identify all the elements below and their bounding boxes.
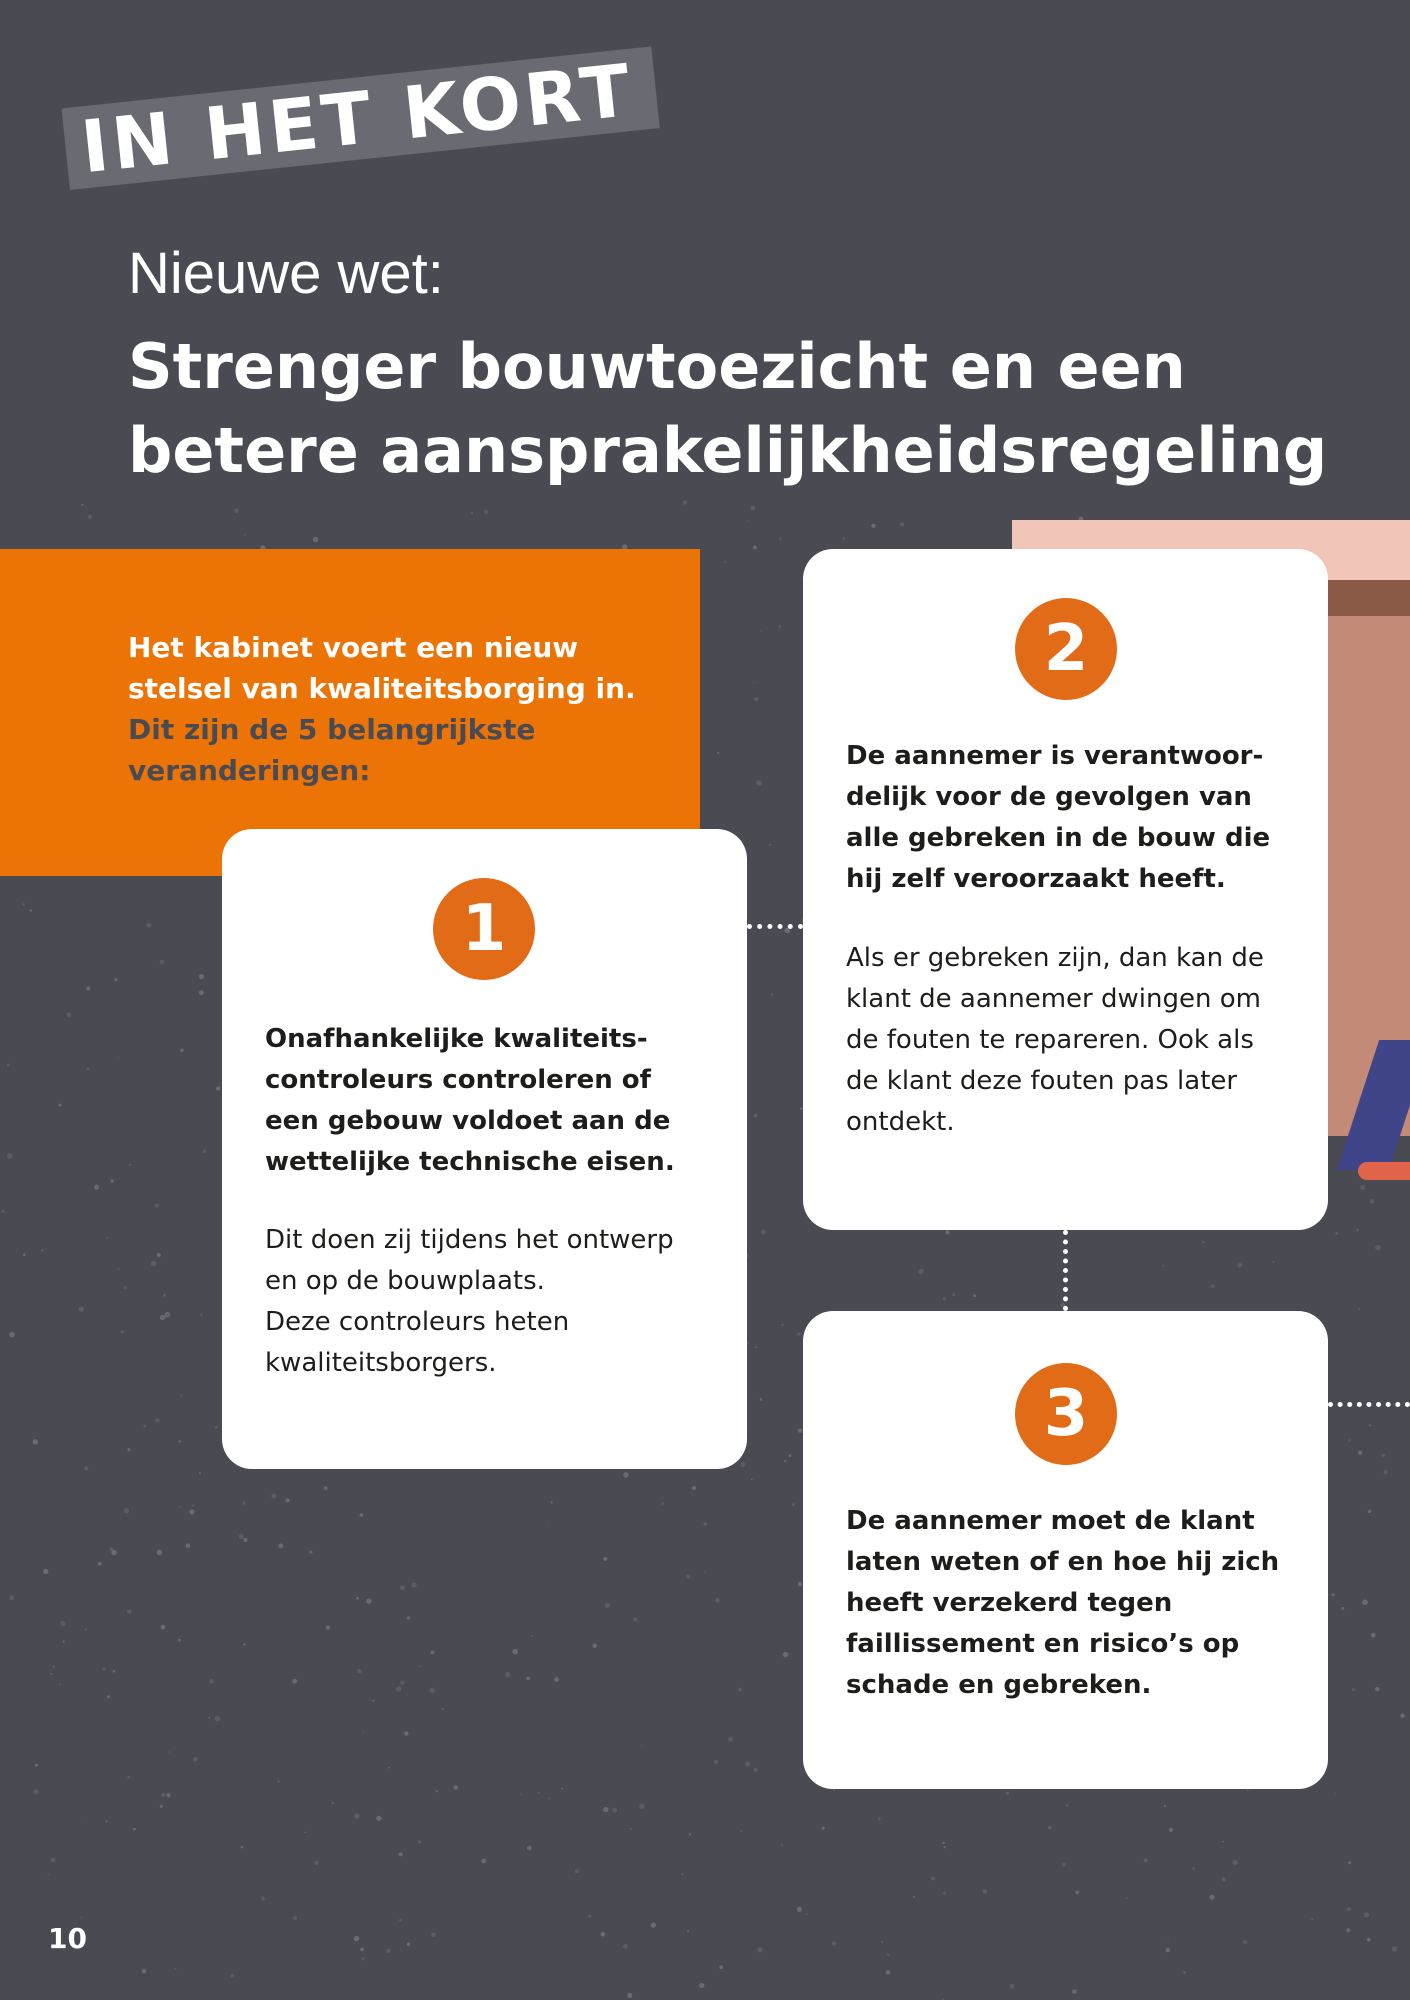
number-badge: 1	[433, 878, 535, 980]
connector-2-3	[1063, 1230, 1068, 1311]
card-body-line: de klant deze fouten pas later	[846, 1066, 1238, 1096]
intro-text	[128, 627, 668, 709]
card-body	[265, 1220, 725, 1384]
card-body-line: Deze controleurs heten	[265, 1307, 570, 1337]
illustration-stripe	[1320, 580, 1410, 616]
card-heading	[265, 1019, 725, 1183]
card-heading-line: De aannemer moet de klant	[846, 1506, 1255, 1536]
card-body-line: en op de bouwplaats.	[265, 1266, 545, 1296]
card-heading-line: een gebouw voldoet aan de	[265, 1106, 671, 1136]
connector-1-2	[747, 924, 803, 929]
change-card-3	[803, 1311, 1328, 1789]
card-heading	[846, 1501, 1306, 1706]
page-title-line: Strenger bouwtoezicht en een	[128, 330, 1186, 403]
number-badge: 3	[1015, 1363, 1117, 1465]
intro-line: veranderingen:	[128, 754, 371, 787]
page-title	[128, 325, 1328, 493]
card-heading-line: faillissement en risico’s op	[846, 1629, 1240, 1659]
page-title-line: betere aansprakelijkheidsregeling	[128, 414, 1328, 487]
card-heading-line: alle gebreken in de bouw die	[846, 823, 1271, 853]
card-body-line: de fouten te repareren. Ook als	[846, 1025, 1254, 1055]
card-body-line: ontdekt.	[846, 1107, 955, 1137]
intro-line: Dit zijn de 5 belangrijkste	[128, 713, 536, 746]
change-card-1	[222, 829, 747, 1469]
intro-line: stelsel van kwaliteitsborging in.	[128, 672, 636, 705]
intro-emphasis	[128, 709, 668, 791]
change-card-2	[803, 549, 1328, 1230]
card-heading-line: laten weten of en hoe hij zich	[846, 1547, 1280, 1577]
card-heading	[846, 736, 1306, 900]
card-body-line: kwaliteitsborgers.	[265, 1348, 497, 1378]
intro-line: Het kabinet voert een nieuw	[128, 631, 579, 664]
card-body-line: klant de aannemer dwingen om	[846, 984, 1261, 1014]
page-subtitle: Nieuwe wet:	[128, 241, 444, 306]
card-heading-line: Onafhankelijke kwaliteits-	[265, 1024, 648, 1054]
number-badge: 2	[1015, 598, 1117, 700]
card-body-line: Als er gebreken zijn, dan kan de	[846, 943, 1264, 973]
card-heading-line: delijk voor de gevolgen van	[846, 782, 1252, 812]
illustration-shoe	[1358, 1162, 1410, 1180]
card-body	[846, 938, 1306, 1143]
card-heading-line: schade en gebreken.	[846, 1670, 1152, 1700]
card-heading-line: hij zelf veroorzaakt heeft.	[846, 864, 1226, 894]
card-heading-line: De aannemer is verantwoor-	[846, 741, 1264, 771]
card-heading-line: heeft verzekerd tegen	[846, 1588, 1173, 1618]
connector-3-next	[1328, 1402, 1410, 1407]
section-kicker: IN HET KORT	[61, 46, 659, 189]
card-heading-line: controleurs controleren of	[265, 1065, 651, 1095]
card-heading-line: wettelijke technische eisen.	[265, 1147, 675, 1177]
card-body-line: Dit doen zij tijdens het ontwerp	[265, 1225, 674, 1255]
page-number: 10	[48, 1922, 87, 1955]
